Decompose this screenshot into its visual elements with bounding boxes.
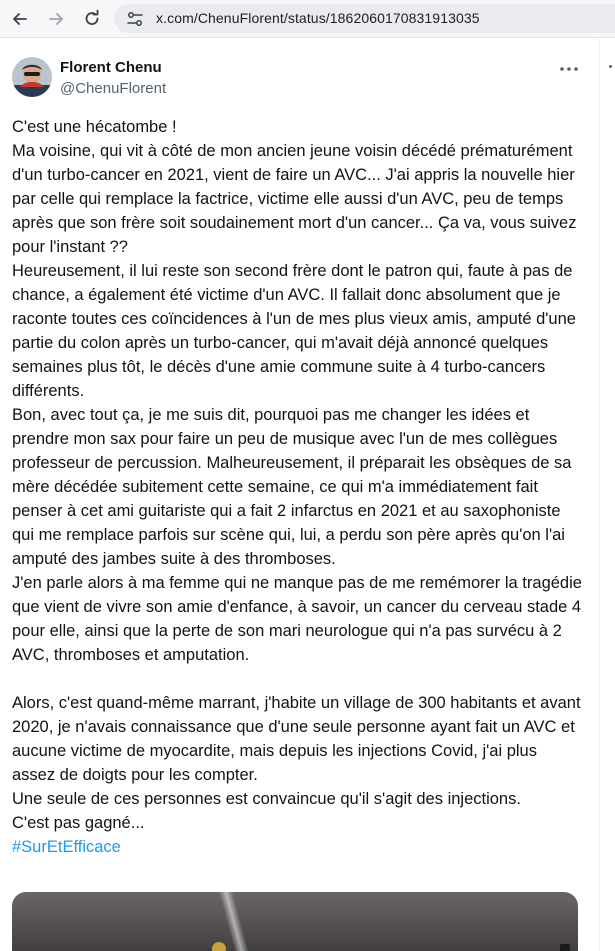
avatar-photo-icon <box>12 57 52 97</box>
author-handle[interactable]: @ChenuFlorent <box>60 80 167 97</box>
site-settings-icon[interactable] <box>126 10 144 28</box>
edge-dot <box>609 65 612 68</box>
author-display-name[interactable]: Florent Chenu <box>60 59 162 76</box>
url-text[interactable]: x.com/ChenuFlorent/status/1862060170831913035 <box>156 10 480 26</box>
browser-toolbar <box>0 0 615 38</box>
paragraph-gap <box>12 667 584 691</box>
arrow-left-icon[interactable] <box>10 9 30 29</box>
media-detail <box>212 942 226 951</box>
media-corner-mark <box>560 944 570 951</box>
hashtag-link[interactable]: #SurEtEfficace <box>12 838 121 856</box>
tweet-media-image[interactable] <box>12 892 578 951</box>
avatar[interactable] <box>12 57 52 97</box>
tweet-paragraph: Ma voisine, qui vit à côté de mon ancien jeune voisin décédé prématurément d'un turbo-cancer en 2021, vient de faire un AVC... J'ai appris la nouvelle hier par celle qui remplace la factrice, victime elle aussi d'un AVC, peu de temps après que son frère soit soudainement mort d'un cancer... Ça va, vous suivez pour l'instant ?? <box>12 142 577 256</box>
tweet-paragraph: J'en parle alors à ma femme qui ne manque pas de me remémorer la tragédie que vient de vivre son amie d'enfance, à savoir, un cancer du cerveau stade 4 pour elle, ainsi que la perte de son mari neurologue qui n'a pas survécu à 2 AVC, thromboses et amputation. <box>12 574 582 664</box>
tweet-paragraph: Heureusement, il lui reste son second frère dont le patron qui, faute à pas de chance, a également été victime d'un AVC. Il fallait donc absolument que je raconte toutes ces coïncidences à l'un de mes plus vieux amis, amputé d'une partie du colon après un turbo-cancer, qui m'avait déjà annoncé quelques semaines plus tôt, le décès d'une amie commune suite à 4 turbo-cancers différents. <box>12 262 576 400</box>
tweet-paragraph: Alors, c'est quand-même marrant, j'habite un village de 300 habitants et avant 2020, je n'avais connaissance que d'une seule personne ayant fait un AVC et aucune victime de myocardite, mais depuis les injections Covid, j'ai plus assez de doigts pour les compter. <box>12 694 581 784</box>
arrow-right-icon[interactable] <box>46 9 66 29</box>
tweet-paragraph: C'est pas gagné... <box>12 814 145 832</box>
tweet-text <box>12 115 584 859</box>
address-bar[interactable] <box>114 4 615 33</box>
reload-icon[interactable] <box>82 9 102 29</box>
tweet <box>0 39 600 951</box>
tweet-paragraph: Une seule de ces personnes est convaincue qu'il s'agit des injections. <box>12 790 521 808</box>
tweet-paragraph: C'est une hécatombe ! <box>12 118 177 136</box>
tweet-paragraph: Bon, avec tout ça, je me suis dit, pourquoi pas me changer les idées et prendre mon sax pour faire un peu de musique avec l'un de mes collègues professeur de percussion. Malheureusement, il préparait les obsèques de sa mère décédée subitement cette semaine, ce qui m'a immédiatement fait penser à cet ami guitariste qui a fait 2 infarctus en 2021 et au saxophoniste qui me remplace parfois sur scène qui, lui, a perdu son père après qu'on l'ai amputé des jambes suite à des thromboses. <box>12 406 572 568</box>
more-horizontal-icon[interactable] <box>558 61 580 77</box>
media-light-streak <box>202 892 272 951</box>
